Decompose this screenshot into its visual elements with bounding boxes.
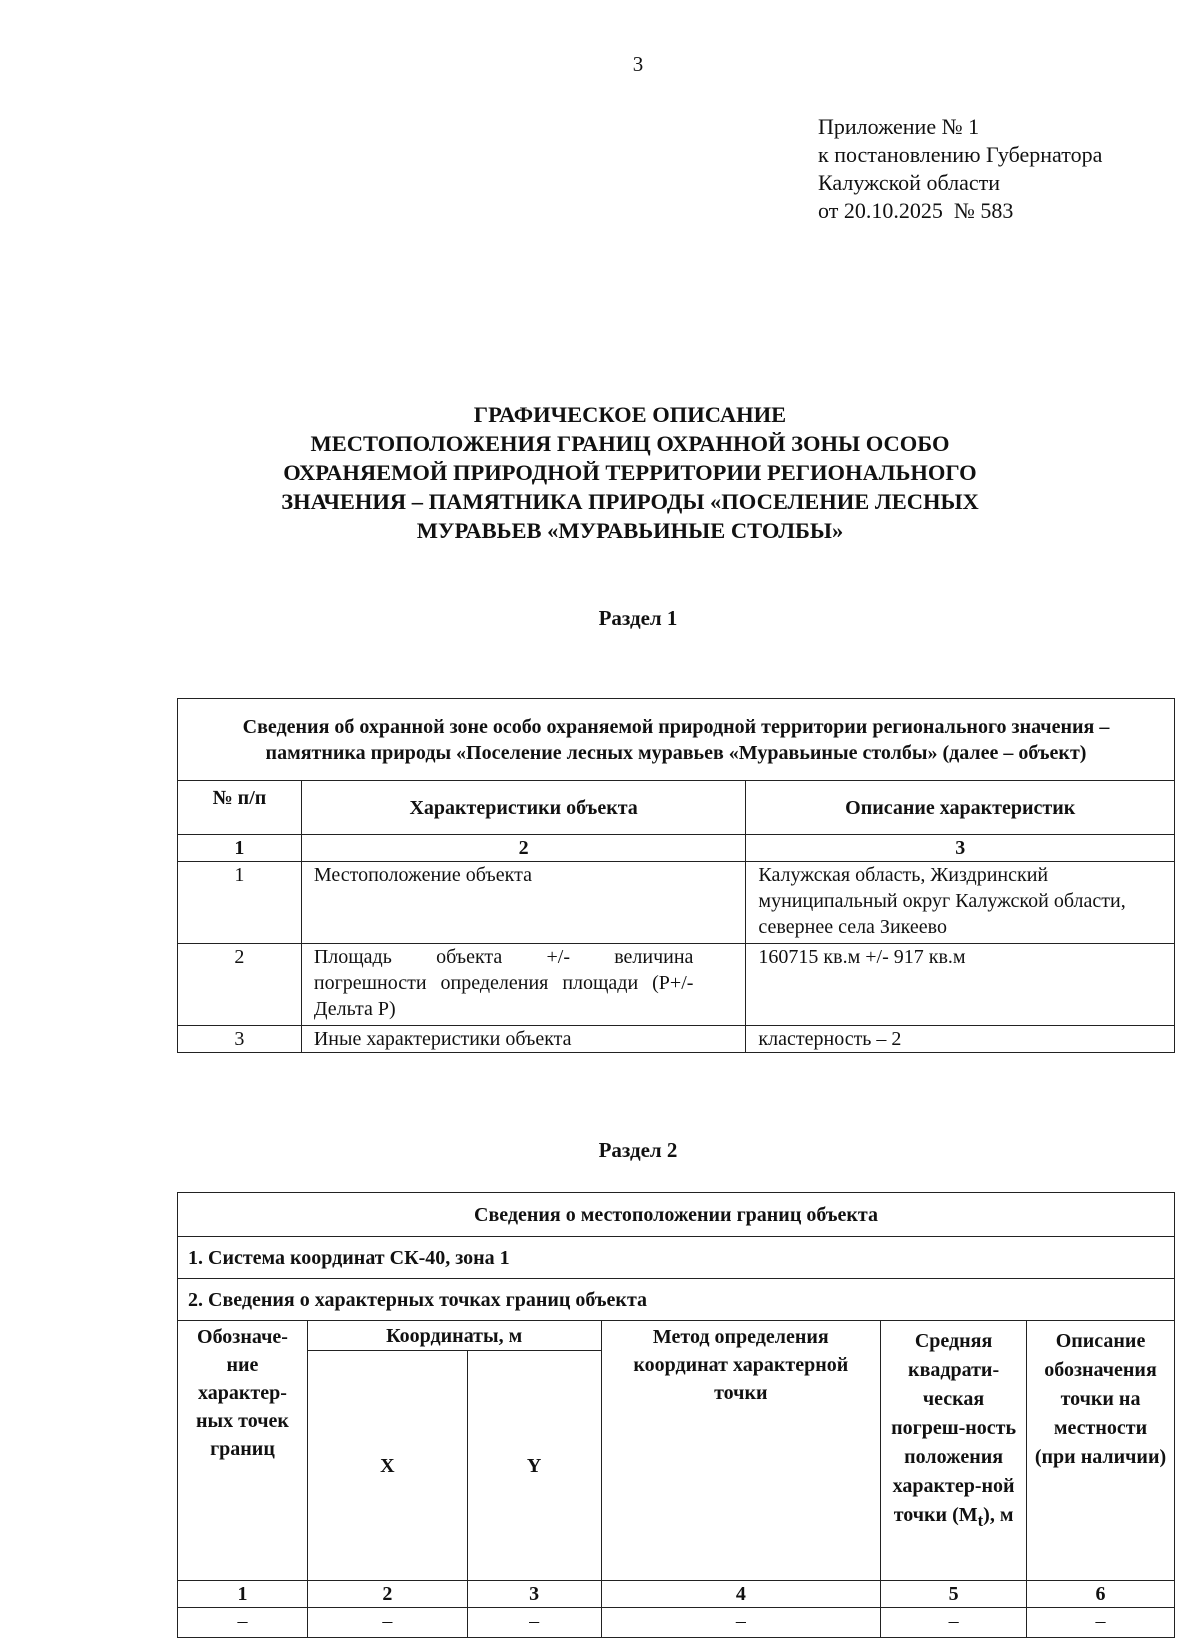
header-error-tail: ), м [983, 1504, 1014, 1526]
cell-dash: – [881, 1608, 1027, 1638]
appendix-line-2: к постановлению Губернатора [818, 142, 1103, 167]
col-number: 3 [746, 835, 1175, 862]
section-2-table [177, 1192, 1175, 1638]
title-line-5: МУРАВЬЕВ «МУРАВЬИНЫЕ СТОЛБЫ» [416, 518, 844, 543]
title-line-4: ЗНАЧЕНИЯ – ПАМЯТНИКА ПРИРОДЫ «ПОСЕЛЕНИЕ ЛЕСНЫХ [281, 489, 979, 514]
col-number: 2 [301, 835, 746, 862]
row-characteristic: Иные характеристики объекта [301, 1026, 746, 1053]
row-characteristic: Площадь объекта +/- величина погрешности определения площади (Р+/- Дельта Р) [301, 944, 746, 1026]
header-description: Описание характеристик [746, 781, 1175, 835]
table-row [178, 944, 1175, 1026]
table-caption: Сведения об охранной зоне особо охраняемой природной территории регионального значения – памятника природы «Поселение лесных муравьев «Муравьиные столбы» (далее – объект) [178, 699, 1175, 781]
cell-dash: – [467, 1608, 601, 1638]
row-num: 1 [178, 862, 302, 944]
appendix-line-1: Приложение № 1 [818, 114, 980, 139]
cell-dash: – [601, 1608, 881, 1638]
title-line-3: ОХРАНЯЕМОЙ ПРИРОДНОЙ ТЕРРИТОРИИ РЕГИОНАЛЬНОГО [283, 460, 977, 485]
document-title [230, 400, 1030, 545]
table-row [178, 1608, 1175, 1638]
cell-dash: – [1027, 1608, 1175, 1638]
row-num: 2 [178, 944, 302, 1026]
col-number: 2 [307, 1581, 467, 1608]
header-method: Метод определения координат характерной точки [601, 1321, 881, 1581]
header-coordinates: Координаты, м [307, 1321, 601, 1351]
row-description: кластерность – 2 [746, 1026, 1175, 1053]
points-heading: 2. Сведения о характерных точках границ объекта [178, 1279, 1175, 1321]
table-row [178, 862, 1175, 944]
row-description: Калужская область, Жиздринский муниципальный округ Калужской области, севернее села Зикеево [746, 862, 1175, 944]
header-error-text: Средняя квадрати-ческая погреш-ность положения характер-ной точки (M [891, 1330, 1017, 1526]
table-caption: Сведения о местоположении границ объекта [178, 1193, 1175, 1237]
header-designation: Обозначе-ние характер-ных точек границ [178, 1321, 308, 1581]
col-number: 6 [1027, 1581, 1175, 1608]
header-error [881, 1321, 1027, 1581]
appendix-line-3: Калужской области [818, 170, 1000, 195]
table-row [178, 1026, 1175, 1053]
section-2-heading: Раздел 2 [598, 1138, 678, 1162]
page-number: 3 [632, 52, 644, 76]
header-y: Y [467, 1351, 601, 1581]
header-point-description: Описание обозначения точки на местности (при наличии) [1027, 1321, 1175, 1581]
col-number: 1 [178, 1581, 308, 1608]
col-number: 5 [881, 1581, 1027, 1608]
cell-dash: – [307, 1608, 467, 1638]
coordinate-system: 1. Система координат СК-40, зона 1 [178, 1237, 1175, 1279]
header-num: № п/п [178, 781, 302, 835]
section-1-heading: Раздел 1 [598, 606, 678, 630]
title-line-1: ГРАФИЧЕСКОЕ ОПИСАНИЕ [473, 402, 787, 427]
appendix-block [818, 113, 1102, 225]
col-number: 1 [178, 835, 302, 862]
header-characteristics: Характеристики объекта [301, 781, 746, 835]
appendix-line-4: от 20.10.2025 № 583 [818, 198, 1014, 223]
title-line-2: МЕСТОПОЛОЖЕНИЯ ГРАНИЦ ОХРАННОЙ ЗОНЫ ОСОБО [310, 431, 950, 456]
cell-dash: – [178, 1608, 308, 1638]
row-characteristic: Местоположение объекта [301, 862, 746, 944]
section-1-table [177, 698, 1175, 1053]
header-x: X [307, 1351, 467, 1581]
row-description: 160715 кв.м +/- 917 кв.м [746, 944, 1175, 1026]
row-num: 3 [178, 1026, 302, 1053]
col-number: 4 [601, 1581, 881, 1608]
header-error-subscript: t [977, 1511, 984, 1530]
col-number: 3 [467, 1581, 601, 1608]
